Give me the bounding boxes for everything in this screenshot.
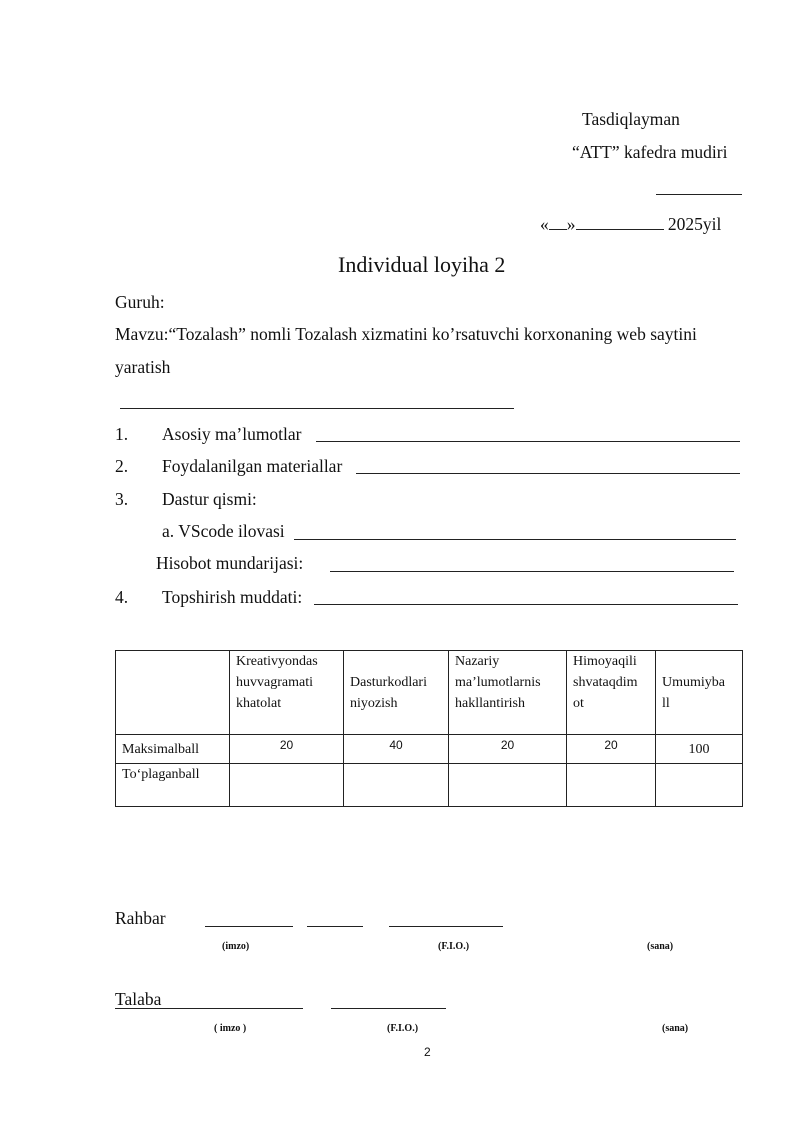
max-cell-code: 40 (344, 735, 449, 764)
rahbar-line-3 (389, 926, 503, 927)
grading-table (115, 650, 743, 807)
talaba-line-fio (331, 1008, 446, 1009)
item-number-4: 4. (115, 587, 129, 607)
topic-line-1: Mavzu:“Tozalash” nomli Tozalash xizmatini ko’rsatuvchi korxonaning web saytini (115, 324, 697, 344)
max-cell-creativity: 20 (230, 735, 344, 764)
table-header-empty (116, 651, 230, 735)
item-label-3: Dastur qismi: (162, 489, 257, 509)
max-cell-theory: 20 (449, 735, 567, 764)
table-header-defense: Himoyaqili shvataqdim ot (567, 651, 656, 735)
group-label: Guruh: (115, 292, 165, 312)
earned-cell-defense (567, 764, 656, 807)
item-line-1 (316, 441, 740, 442)
talaba-fio-caption: (F.I.O.) (387, 1023, 419, 1034)
page-number: 2 (424, 1045, 431, 1059)
rahbar-line-2 (307, 926, 363, 927)
rahbar-sana-caption: (sana) (647, 941, 674, 952)
item-line-report (330, 571, 734, 572)
table-header-total: Umumiyba ll (656, 651, 743, 735)
rahbar-imzo-caption: (imzo) (222, 941, 250, 952)
item-number-1: 1. (115, 424, 129, 444)
date-open-quote: « (540, 214, 549, 234)
table-header-code: Dasturkodlari niyozish (344, 651, 449, 735)
item-label-3a: a. VScode ilovasi (162, 521, 285, 541)
approval-date (540, 214, 721, 235)
item-label-4: Topshirish muddati: (162, 587, 303, 607)
talaba-sana-caption: (sana) (662, 1023, 689, 1034)
earned-cell-creativity (230, 764, 344, 807)
topic-underline (120, 408, 514, 409)
earned-cell-code (344, 764, 449, 807)
date-year: 2025yil (663, 214, 722, 234)
max-cell-defense: 20 (567, 735, 656, 764)
max-cell-total: 100 (656, 735, 743, 764)
approval-title: Tasdiqlayman (582, 109, 680, 129)
document-title: Individual loyiha 2 (338, 252, 506, 277)
date-close-quote: » (566, 214, 576, 234)
rahbar-line-1 (205, 926, 293, 927)
item-label-2: Foydalanilgan materiallar (162, 456, 343, 476)
table-row (116, 735, 743, 764)
item-line-2 (356, 473, 740, 474)
earned-cell-theory (449, 764, 567, 807)
table-header-row (116, 651, 743, 735)
item-line-3a (294, 539, 736, 540)
approval-position: “ATT” kafedra mudiri (572, 142, 728, 162)
talaba-imzo-caption: ( imzo ) (214, 1023, 247, 1034)
approval-signature-line (656, 194, 742, 195)
row-label-earned: To‘plaganball (116, 764, 230, 807)
rahbar-label: Rahbar (115, 908, 166, 928)
table-header-theory: Nazariy ma’lumotlarnis hakllantirish (449, 651, 567, 735)
date-month-blank (576, 215, 664, 230)
item-number-2: 2. (115, 456, 129, 476)
table-row (116, 764, 743, 807)
topic-line-2: yaratish (115, 357, 171, 377)
item-label-1: Asosiy ma’lumotlar (162, 424, 302, 444)
rahbar-fio-caption: (F.I.O.) (438, 941, 470, 952)
item-number-3: 3. (115, 489, 129, 509)
date-day-blank (549, 215, 567, 230)
talaba-label: Talaba (115, 990, 303, 1009)
earned-cell-total (656, 764, 743, 807)
item-line-4 (314, 604, 738, 605)
row-label-max: Maksimalball (116, 735, 230, 764)
table-header-creativity: Kreativyondas huvvagramati khatolat (230, 651, 344, 735)
item-label-report: Hisobot mundarijasi: (156, 553, 304, 573)
